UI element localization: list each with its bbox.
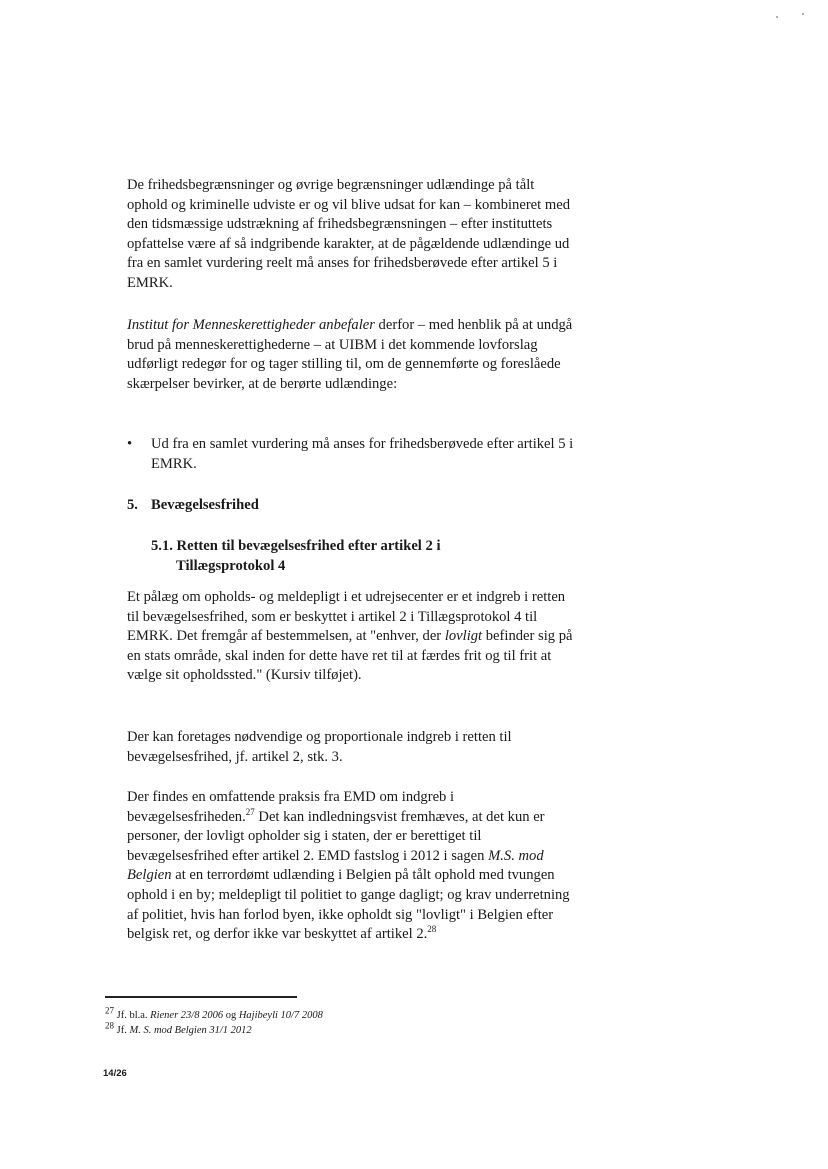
page-number: 14/26 — [103, 1068, 127, 1079]
footnote-case: M. S. mod Belgien 31/1 2012 — [129, 1025, 252, 1036]
footnote-27 — [105, 1005, 323, 1022]
footnote-ref-28[interactable]: 28 — [427, 924, 437, 935]
bullet-symbol: • — [127, 436, 133, 452]
paragraph-case-law — [127, 788, 577, 945]
paragraph-proportional: Der kan foretages nødvendige og proportionale indgreb i retten til bevægelsesfrihed, jf. artikel 2, stk. 3. — [127, 729, 512, 765]
footnote-prefix: Jf. bl.a. — [114, 1010, 151, 1021]
footnote-divider — [105, 996, 297, 998]
section-heading — [127, 496, 259, 516]
section-number: 5. — [127, 497, 138, 513]
footnote-28 — [105, 1020, 252, 1037]
para3-text-a: Et pålæg om opholds- og meldepligt i et udrejsecenter er et indgreb i retten til bevægelsesfrihed, som er beskyttet i artikel 2 i Tillægsprotokol 4 til EMRK. Det fremgår af bestemmelsen, at "enhver, der — [127, 589, 566, 645]
paragraph-recommendation — [127, 316, 577, 394]
subsection-number: 5.1. — [151, 538, 173, 554]
footnote-case-2: Hajibeyli 10/7 2008 — [238, 1010, 323, 1021]
case-name: M.S. mod Belgien — [127, 847, 544, 884]
para5-text-c: at en terrordømt udlænding i Belgien på tålt ophold med tvungen ophold i en by; meldepligt til politiet to gange dagligt; og krav underretning af politiet, hvis han forlod byen, ikke opholdt sig "lovligt" i Belgien efter belgisk ret, og derfor ikke var beskyttet af artikel 2. — [127, 867, 570, 943]
footnote-case: Riener 23/8 2006 — [150, 1010, 224, 1021]
paragraph-deprivation-of-liberty: De frihedsbegrænsninger og øvrige begrænsninger udlændinge på tålt ophold og kriminelle udviste er og vil blive udsat for kan – kombineret med den tidsmæssige udstrækning af frihedsbegrænsningen – efter instituttets opfattelse være af så indgribende karakter, at de pågældende udlændinge ud fra en samlet vurdering reelt må anses for frihedsberøvede efter artikel 5 i EMRK. — [127, 177, 570, 291]
scan-speck — [776, 16, 778, 18]
footnote-mid: og — [223, 1010, 239, 1021]
para5-text-b: Det kan indledningsvist fremhæves, at det kun er personer, der lovligt opholder sig i staten, der er berettiget til bevægelsesfrihed efter artikel 2. EMD fastslog i 2012 i sagen — [127, 808, 545, 864]
footnote-number: 28 — [105, 1020, 114, 1031]
paragraph-article-2 — [127, 588, 577, 686]
subsection-title-line1: Retten til bevægelsesfrihed efter artikel 2 i — [176, 538, 441, 554]
footnote-ref-27[interactable]: 27 — [245, 806, 255, 817]
para3-italic: lovligt — [444, 628, 483, 645]
footnote-number: 27 — [105, 1005, 114, 1016]
subsection-heading — [151, 537, 511, 576]
para3-text-b: befinder sig på en stats område, skal inden for dette have ret til at færdes frit og til frit at vælge sit opholdssted." (Kursiv tilføjet). — [127, 628, 573, 684]
recommendation-lead: Institut for Menneskerettigheder anbefaler — [127, 317, 375, 333]
recommendation-text: derfor – med henblik på at undgå brud på menneskerettighederne – at UIBM i det kommende lovforslag udførligt redegør for og tager stilling til, om de gennemførte og foreslåede skærpelser bevirker, at de berørte udlændinge: — [127, 317, 573, 392]
footnote-prefix: Jf. — [114, 1025, 130, 1036]
subsection-title-line2: Tillægsprotokol 4 — [176, 557, 286, 574]
para5-text-a: Der findes en omfattende praksis fra EMD om indgreb i bevægelsesfriheden. — [127, 789, 455, 825]
bullet-text: Ud fra en samlet vurdering må anses for frihedsberøvede efter artikel 5 i EMRK. — [151, 436, 574, 472]
section-title: Bevægelsesfrihed — [151, 497, 259, 513]
scan-speck — [802, 13, 804, 15]
